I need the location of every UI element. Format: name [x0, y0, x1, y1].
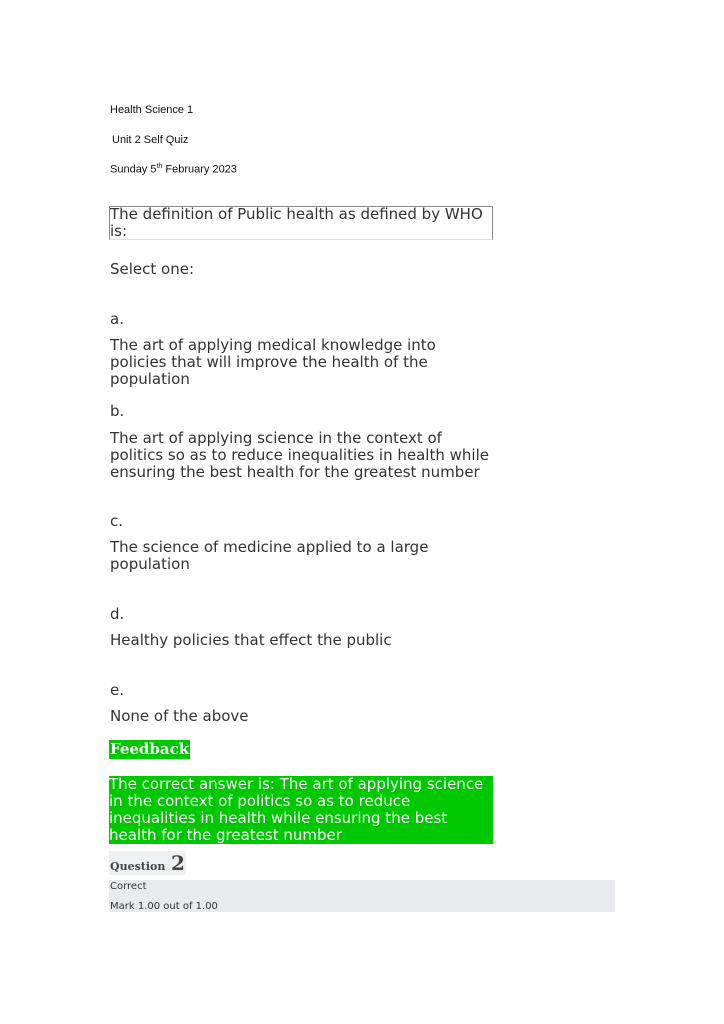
- date-day: Sunday 5: [110, 163, 157, 176]
- option-d-text[interactable]: Healthy policies that effect the public: [110, 631, 392, 649]
- quiz-title: Unit 2 Self Quiz: [112, 134, 189, 146]
- question-label: Question: [110, 860, 166, 873]
- course-title: Health Science 1: [110, 104, 194, 116]
- option-d-letter[interactable]: d.: [110, 605, 125, 623]
- question-mark: Mark 1.00 out of 1.00: [110, 901, 218, 912]
- question-number: [109, 851, 186, 875]
- option-e-text[interactable]: None of the above: [110, 707, 249, 725]
- question-status: Correct: [110, 881, 147, 892]
- question-number-value: 2: [170, 851, 185, 875]
- option-a-letter[interactable]: a.: [110, 310, 124, 328]
- option-b-text[interactable]: The art of applying science in the context of politics so as to reduce inequalities in health while ensuring the best health for the greatest number: [110, 429, 489, 481]
- feedback-heading: Feedback: [110, 740, 190, 758]
- select-one-prompt: Select one:: [110, 260, 195, 278]
- quiz-date: [110, 163, 237, 176]
- question-text: The definition of Public health as defined by WHO is:: [110, 205, 483, 240]
- option-c-letter[interactable]: c.: [110, 512, 124, 530]
- option-a-text[interactable]: The art of applying medical knowledge into policies that will improve the health of the population: [110, 336, 436, 388]
- feedback-text: The correct answer is: The art of applying science in the context of politics so as to reduce inequalities in health while ensuring the best health for the greatest number: [109, 776, 493, 844]
- date-ordinal: th: [156, 163, 163, 170]
- option-c-text[interactable]: The science of medicine applied to a large population: [110, 538, 429, 573]
- date-rest: February 2023: [162, 163, 237, 176]
- option-e-letter[interactable]: e.: [110, 681, 124, 699]
- option-b-letter[interactable]: b.: [110, 402, 125, 420]
